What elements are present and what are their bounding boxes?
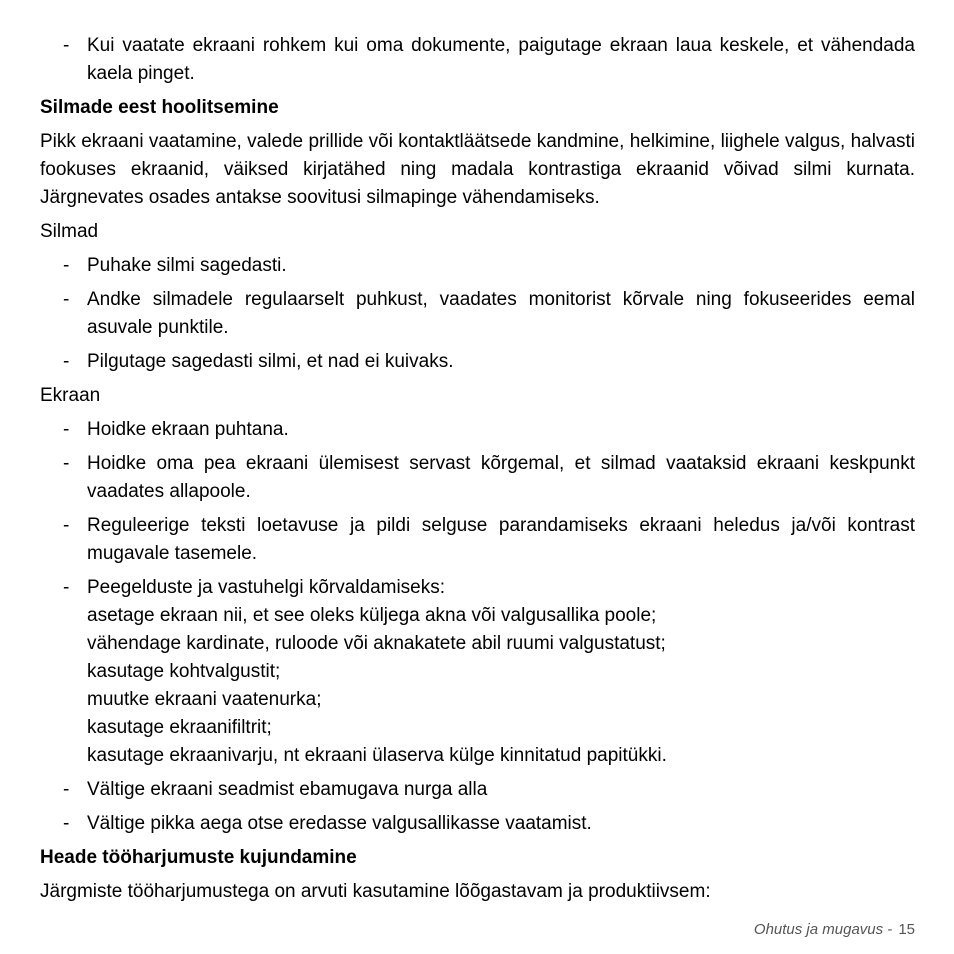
bullet-dash: - [63, 35, 70, 56]
glare-line: kasutage ekraanifiltrit; [87, 717, 272, 738]
footer-label: Ohutus ja mugavus - [753, 921, 893, 938]
bullet-dash: - [63, 515, 70, 536]
list-item-text: Vältige pikka aega otse eredasse valgusallikasse vaatamist. [87, 813, 592, 834]
bullet-dash: - [63, 351, 70, 372]
list-item-text: Vältige ekraani seadmist ebamugava nurga alla [87, 779, 488, 800]
glare-intro: Peegelduste ja vastuhelgi kõrvaldamiseks: [87, 577, 446, 598]
bullet-dash: - [63, 779, 70, 800]
list-item-text: Pilgutage sagedasti silmi, et nad ei kuivaks. [87, 351, 454, 372]
list-item [40, 252, 915, 280]
glare-line: muutke ekraani vaatenurka; [87, 689, 322, 710]
section-heading-work-habits: Heade tööharjumuste kujundamine [40, 847, 357, 868]
list-item-text: Puhake silmi sagedasti. [87, 255, 287, 276]
list-item [40, 810, 915, 838]
glare-line: vähendage kardinate, ruloode või aknakatete abil ruumi valgustatust; [87, 633, 666, 654]
list-item-text: Hoidke ekraan puhtana. [87, 419, 289, 440]
list-item [40, 776, 915, 804]
bullet-dash: - [63, 813, 70, 834]
bullet-dash: - [63, 577, 70, 598]
paragraph-eye-care: Pikk ekraani vaatamine, valede prillide või kontaktläätsede kandmine, helkimine, liighele valgus, halvasti fookuses ekraanid, väiksed kirjatähed ning madala kontrastiga ekraanid võivad silmi kurnata. Järgnevates osades antakse soovitusi silmapinge vähendamiseks. [40, 131, 915, 208]
list-item [40, 32, 915, 88]
section-heading-eye-care: Silmade eest hoolitsemine [40, 97, 279, 118]
list-item [40, 348, 915, 376]
list-item-text: Reguleerige teksti loetavuse ja pildi selguse parandamiseks ekraani heledus ja/või kontrast mugavale tasemele. [87, 515, 915, 564]
paragraph-work-habits: Järgmiste tööharjumustega on arvuti kasutamine lõõgastavam ja produktiivsem: [40, 881, 711, 902]
bullet-dash: - [63, 255, 70, 276]
page-number: 15 [898, 921, 915, 938]
page-footer [754, 916, 915, 944]
list-item [40, 286, 915, 342]
glare-line: kasutage ekraanivarju, nt ekraani ülaserva külge kinnitatud papitükki. [87, 745, 667, 766]
list-item [40, 416, 915, 444]
bullet-dash: - [63, 419, 70, 440]
glare-line: asetage ekraan nii, et see oleks küljega akna või valgusallika poole; [87, 605, 657, 626]
glare-line: kasutage kohtvalgustit; [87, 661, 281, 682]
subheading-eyes: Silmad [40, 221, 99, 242]
bullet-dash: - [63, 453, 70, 474]
list-item [40, 450, 915, 506]
list-item [40, 512, 915, 568]
document-page [40, 32, 915, 912]
list-item-text: Andke silmadele regulaarselt puhkust, vaadates monitorist kõrvale ning fokuseerides eemal asuvale punktile. [87, 289, 915, 338]
subheading-screen: Ekraan [40, 385, 101, 406]
bullet-dash: - [63, 289, 70, 310]
list-item-text: Hoidke oma pea ekraani ülemisest servast kõrgemal, et silmad vaataksid ekraani keskpunkt vaadates allapoole. [87, 453, 915, 502]
list-item-glare [40, 574, 915, 770]
list-item-text: Kui vaatate ekraani rohkem kui oma dokumente, paigutage ekraan laua keskele, et vähendada kaela pinget. [87, 35, 915, 84]
